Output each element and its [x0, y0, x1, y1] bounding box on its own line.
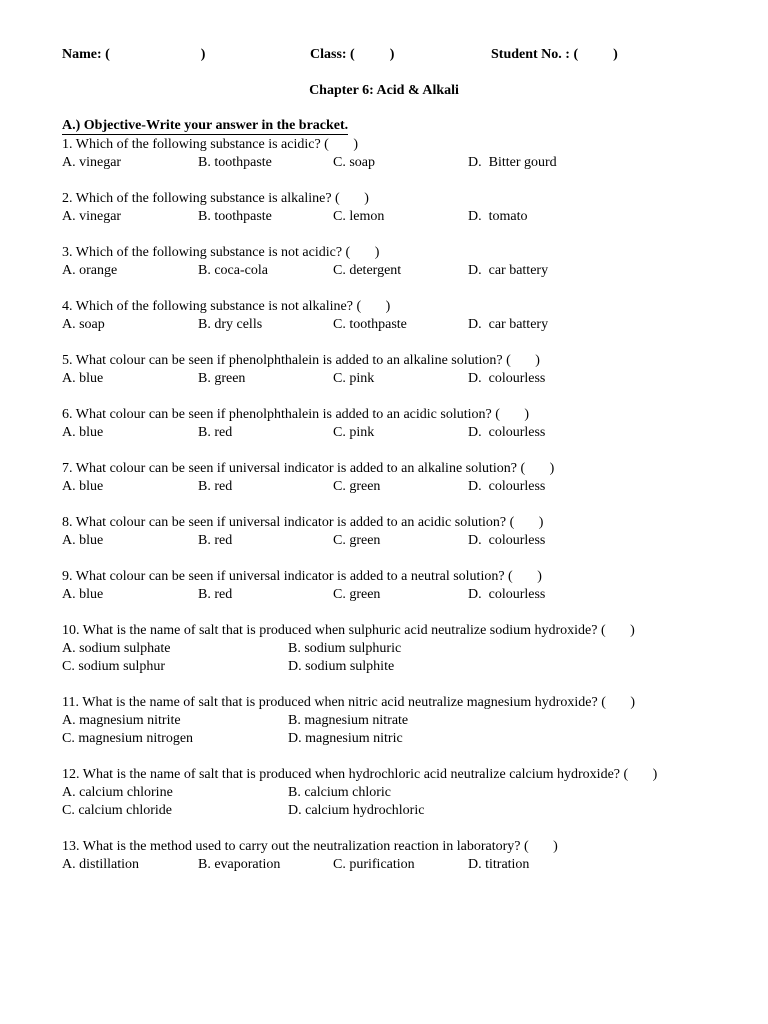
answer-option: D. sodium sulphite: [288, 659, 395, 674]
spacer: [62, 388, 752, 406]
answer-option: A. blue: [62, 587, 104, 602]
option-row: [62, 856, 752, 874]
option-row: [62, 802, 752, 820]
question-text: 6. What colour can be seen if phenolphthalein is added to an acidic solution? ( ): [62, 407, 530, 422]
question-text: 11. What is the name of salt that is produced when nitric acid neutralize magnesium hydroxide? ( ): [62, 695, 636, 710]
answer-option: B. red: [198, 425, 233, 440]
answer-option: D. tomato: [468, 209, 528, 224]
spacer: [62, 226, 752, 244]
question-10: [62, 622, 752, 676]
answer-option: B. red: [198, 587, 233, 602]
question-text: 9. What colour can be seen if universal indicator is added to a neutral solution? ( ): [62, 569, 542, 584]
option-row: [62, 784, 752, 802]
answer-option: A. calcium chlorine: [62, 785, 173, 800]
question-8: [62, 514, 752, 550]
answer-option: C. soap: [333, 155, 375, 170]
answer-option: D. colourless: [468, 371, 546, 386]
answer-option: B. red: [198, 479, 233, 494]
answer-option: C. green: [333, 479, 381, 494]
question-text: 5. What colour can be seen if phenolphthalein is added to an alkaline solution? ( ): [62, 353, 540, 368]
question-2: [62, 190, 752, 226]
question-text: 8. What colour can be seen if universal indicator is added to an acidic solution? ( ): [62, 515, 544, 530]
answer-option: C. green: [333, 587, 381, 602]
spacer: [62, 820, 752, 838]
chapter-title: Chapter 6: Acid & Alkali: [309, 83, 459, 98]
name-field[interactable]: Name: ( ): [62, 47, 206, 62]
answer-option: B. green: [198, 371, 246, 386]
option-row: [62, 532, 752, 550]
answer-option: A. distillation: [62, 857, 139, 872]
answer-option: C. pink: [333, 371, 375, 386]
answer-option: A. blue: [62, 425, 104, 440]
question-5: [62, 352, 752, 388]
answer-option: A. magnesium nitrite: [62, 713, 181, 728]
answer-option: D. Bitter gourd: [468, 155, 557, 170]
answer-option: B. toothpaste: [198, 209, 272, 224]
question-text: 4. Which of the following substance is not alkaline? ( ): [62, 299, 391, 314]
question-text: 7. What colour can be seen if universal indicator is added to an alkaline solution? ( ): [62, 461, 555, 476]
option-row: [62, 586, 752, 604]
answer-option: C. green: [333, 533, 381, 548]
answer-option: B. calcium chloric: [288, 785, 392, 800]
option-row: [62, 370, 752, 388]
answer-option: C. magnesium nitrogen: [62, 731, 194, 746]
spacer: [62, 676, 752, 694]
answer-option: A. sodium sulphate: [62, 641, 171, 656]
answer-option: C. toothpaste: [333, 317, 407, 332]
answer-option: A. vinegar: [62, 155, 122, 170]
option-row: [62, 712, 752, 730]
answer-option: B. toothpaste: [198, 155, 272, 170]
question-text: 2. Which of the following substance is alkaline? ( ): [62, 191, 369, 206]
answer-option: B. coca-cola: [198, 263, 268, 278]
answer-option: C. pink: [333, 425, 375, 440]
question-13: [62, 838, 752, 874]
answer-option: A. blue: [62, 533, 104, 548]
answer-option: B. evaporation: [198, 857, 281, 872]
answer-option: A. blue: [62, 479, 104, 494]
answer-option: B. red: [198, 533, 233, 548]
answer-option: D. magnesium nitric: [288, 731, 403, 746]
question-9: [62, 568, 752, 604]
answer-option: C. purification: [333, 857, 415, 872]
answer-option: A. orange: [62, 263, 118, 278]
question-text: 10. What is the name of salt that is produced when sulphuric acid neutralize sodium hydroxide? ( ): [62, 623, 635, 638]
question-11: [62, 694, 752, 748]
answer-option: D. titration: [468, 857, 530, 872]
question-1: [62, 136, 752, 172]
answer-option: C. detergent: [333, 263, 402, 278]
question-text: 3. Which of the following substance is not acidic? ( ): [62, 245, 380, 260]
answer-option: D. colourless: [468, 533, 546, 548]
answer-option: D. calcium hydrochloric: [288, 803, 425, 818]
option-row: [62, 640, 752, 658]
spacer: [62, 280, 752, 298]
question-text: 1. Which of the following substance is acidic? ( ): [62, 137, 358, 152]
spacer: [62, 172, 752, 190]
question-6: [62, 406, 752, 442]
answer-option: A. vinegar: [62, 209, 122, 224]
question-3: [62, 244, 752, 280]
class-field[interactable]: Class: ( ): [310, 47, 395, 62]
student-number-field[interactable]: Student No. : ( ): [491, 47, 618, 62]
spacer: [62, 496, 752, 514]
question-4: [62, 298, 752, 334]
option-row: [62, 262, 752, 280]
spacer: [62, 334, 752, 352]
option-row: [62, 424, 752, 442]
answer-option: B. dry cells: [198, 317, 263, 332]
answer-option: D. colourless: [468, 479, 546, 494]
option-row: [62, 208, 752, 226]
answer-option: D. colourless: [468, 425, 546, 440]
question-list: [62, 136, 752, 874]
option-row: [62, 658, 752, 676]
spacer: [62, 442, 752, 460]
spacer: [62, 604, 752, 622]
option-row: [62, 154, 752, 172]
answer-option: A. blue: [62, 371, 104, 386]
spacer: [62, 748, 752, 766]
answer-option: A. soap: [62, 317, 105, 332]
answer-option: D. colourless: [468, 587, 546, 602]
section-title: A.) Objective-Write your answer in the bracket.: [62, 118, 349, 133]
option-row: [62, 478, 752, 496]
answer-option: C. sodium sulphur: [62, 659, 166, 674]
answer-option: D. car battery: [468, 317, 549, 332]
answer-option: C. calcium chloride: [62, 803, 173, 818]
answer-option: C. lemon: [333, 209, 385, 224]
answer-option: B. magnesium nitrate: [288, 713, 409, 728]
option-row: [62, 316, 752, 334]
answer-option: B. sodium sulphuric: [288, 641, 402, 656]
spacer: [62, 550, 752, 568]
student-info-header: [62, 46, 742, 64]
answer-option: D. car battery: [468, 263, 549, 278]
question-12: [62, 766, 752, 820]
question-text: 13. What is the method used to carry out the neutralization reaction in laboratory? ( ): [62, 839, 558, 854]
question-7: [62, 460, 752, 496]
question-text: 12. What is the name of salt that is produced when hydrochloric acid neutralize calcium hydroxide? ( ): [62, 767, 658, 782]
option-row: [62, 730, 752, 748]
